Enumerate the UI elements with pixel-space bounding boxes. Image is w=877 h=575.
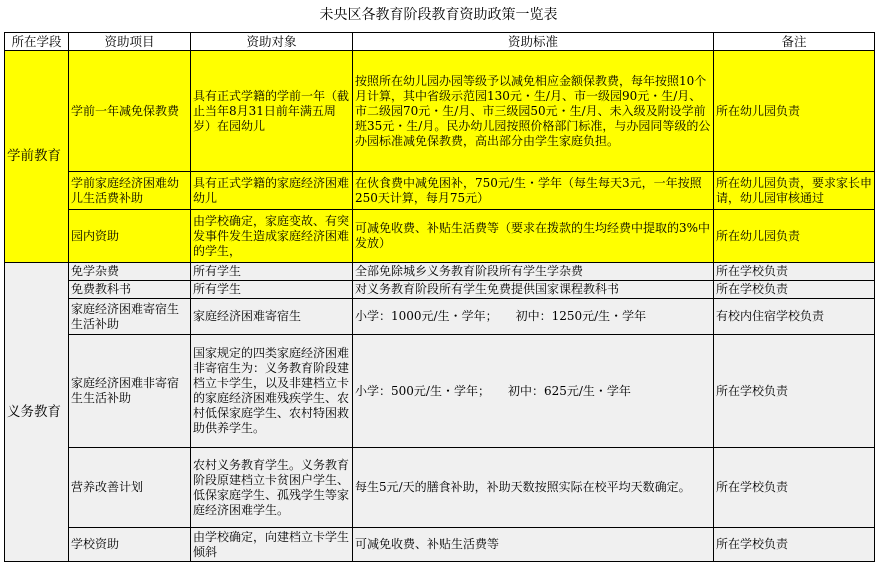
project-cell: 学前一年减免保教费 [69, 51, 191, 172]
policy-table [4, 32, 875, 562]
header-project: 资助项目 [69, 33, 191, 51]
note-cell: 所在幼儿园负责 [714, 51, 875, 172]
table-row [5, 210, 875, 263]
target-cell: 具有正式学籍的学前一年（截止当年8月31日前年满五周岁）在园幼儿 [191, 51, 353, 172]
project-cell: 营养改善计划 [69, 448, 191, 528]
standard-cell: 全部免除城乡义务教育阶段所有学生学杂费 [353, 263, 714, 281]
note-cell: 所在幼儿园负责 [714, 210, 875, 263]
table-row [5, 528, 875, 562]
project-cell: 免费教科书 [69, 281, 191, 299]
target-cell: 家庭经济困难寄宿生 [191, 299, 353, 335]
table-row [5, 172, 875, 210]
standard-cell: 按照所在幼儿园办园等级予以减免相应金额保教费，每年按照10个月计算，其中省级示范园130元・生/月、市一级园90元・生/月、市二级园70元・生/月、市三级园50元・生/月、未入级及附设学前班35元・生/月。民办幼儿园按照价格部门标准，与办园同等级的公办园标准减免保教费，高出部分由学生家庭负担。 [353, 51, 714, 172]
standard-cell: 对义务教育阶段所有学生免费提供国家课程教科书 [353, 281, 714, 299]
note-cell: 所在学校负责 [714, 448, 875, 528]
target-cell: 由学校确定，向建档立卡学生倾斜 [191, 528, 353, 562]
note-cell: 所在学校负责 [714, 281, 875, 299]
stage-compulsory: 义务教育 [5, 263, 69, 562]
project-cell: 园内资助 [69, 210, 191, 263]
target-cell: 农村义务教育学生。义务教育阶段原建档立卡贫困户学生、低保家庭学生、孤残学生等家庭经济困难学生。 [191, 448, 353, 528]
target-cell: 由学校确定，家庭变故、有突发事件发生造成家庭经济困难的学生， [191, 210, 353, 263]
page-title: 未央区各教育阶段教育资助政策一览表 [319, 7, 558, 23]
standard-cell: 可减免收费、补贴生活费等（要求在拨款的生均经费中提取的3%中发放） [353, 210, 714, 263]
table-row [5, 448, 875, 528]
target-cell: 国家规定的四类家庭经济困难非寄宿生为：义务教育阶段建档立卡学生，以及非建档立卡的家庭经济困难残疾学生、农村低保家庭学生、农村特困救助供养学生。 [191, 335, 353, 448]
header-row [5, 33, 875, 51]
project-cell: 免学杂费 [69, 263, 191, 281]
table-row [5, 51, 875, 172]
target-cell: 所有学生 [191, 263, 353, 281]
table-row [5, 281, 875, 299]
standard-cell: 每生5元/天的膳食补助，补助天数按照实际在校平均天数确定。 [353, 448, 714, 528]
stage-preschool: 学前教育 [5, 51, 69, 263]
project-cell: 家庭经济困难寄宿生生活补助 [69, 299, 191, 335]
note-cell: 所在学校负责 [714, 528, 875, 562]
project-cell: 学校资助 [69, 528, 191, 562]
project-cell: 学前家庭经济困难幼儿生活费补助 [69, 172, 191, 210]
header-standard: 资助标准 [353, 33, 714, 51]
table-row [5, 335, 875, 448]
header-target: 资助对象 [191, 33, 353, 51]
project-cell: 家庭经济困难非寄宿生生活补助 [69, 335, 191, 448]
target-cell: 具有正式学籍的家庭经济困难幼儿 [191, 172, 353, 210]
standard-cell: 小学：500元/生・学年； 初中：625元/生・学年 [353, 335, 714, 448]
table-row [5, 263, 875, 281]
target-cell: 所有学生 [191, 281, 353, 299]
note-cell: 所在学校负责 [714, 335, 875, 448]
note-cell: 所在学校负责 [714, 263, 875, 281]
standard-cell: 在伙食费中减免困补，750元/生・学年（每生每天3元，一年按照250天计算，每月75元） [353, 172, 714, 210]
note-cell: 所在幼儿园负责，要求家长申请，幼儿园审核通过 [714, 172, 875, 210]
standard-cell: 可减免收费、补贴生活费等 [353, 528, 714, 562]
note-cell: 有校内住宿学校负责 [714, 299, 875, 335]
header-stage: 所在学段 [5, 33, 69, 51]
table-row [5, 299, 875, 335]
standard-cell: 小学：1000元/生・学年； 初中：1250元/生・学年 [353, 299, 714, 335]
header-note: 备注 [714, 33, 875, 51]
